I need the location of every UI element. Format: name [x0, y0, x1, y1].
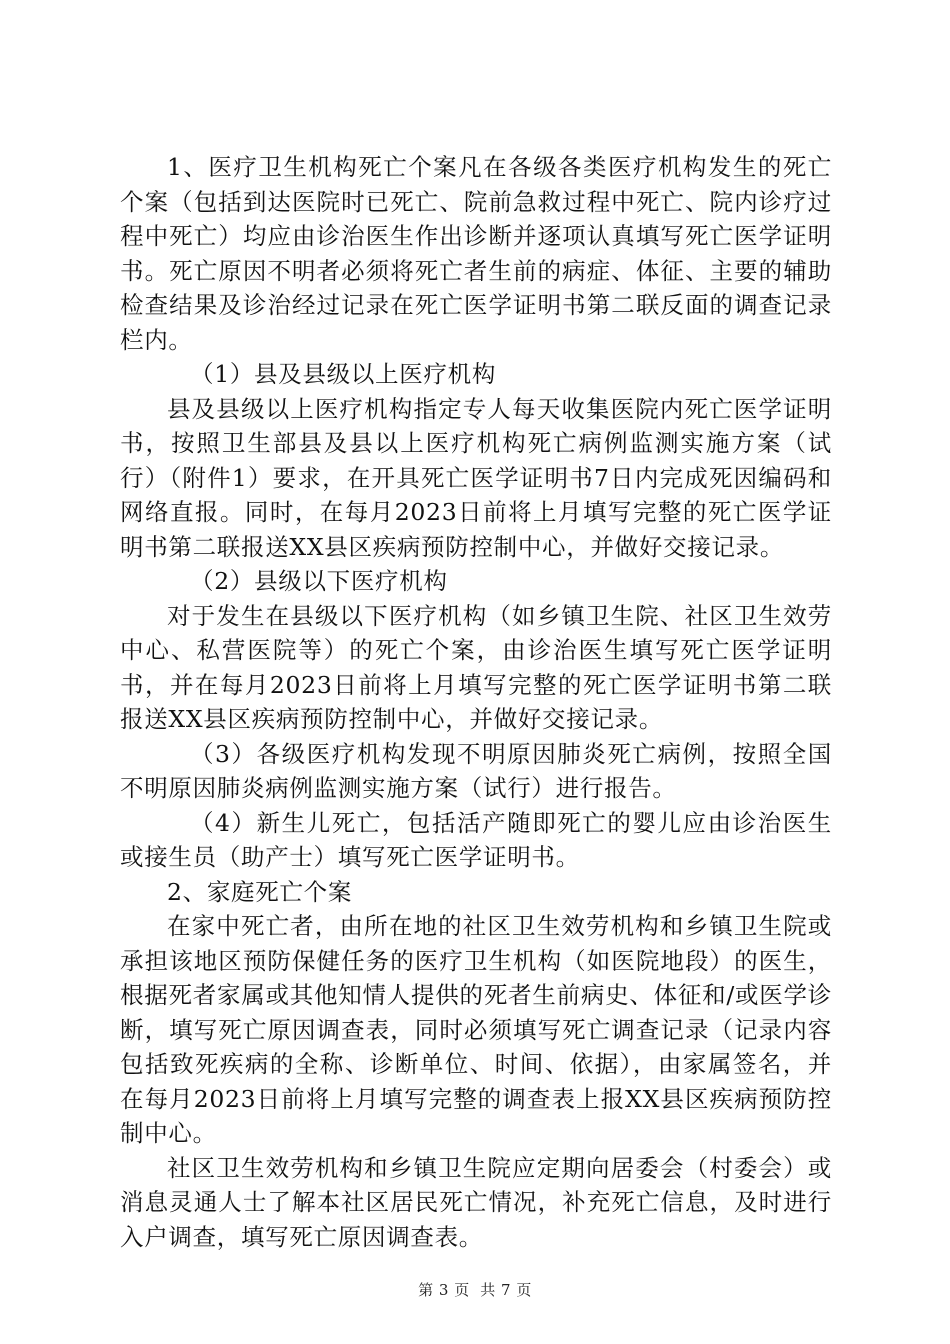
paragraph-community-followup: 社区卫生效劳机构和乡镇卫生院应定期向居委会（村委会）或消息灵通人士了解本社区居民死亡情况，补充死亡信息，及时进行入户调查，填写死亡原因调查表。: [120, 1153, 832, 1251]
paragraph-below-county-reporting: 对于发生在县级以下医疗机构（如乡镇卫生院、社区卫生效劳中心、私营医院等）的死亡个案，由诊治医生填写死亡医学证明书，并在每月2023日前将上月填写完整的死亡医学证明书第二联报送XX县区疾病预防控制中心，并做好交接记录。: [120, 601, 832, 733]
paragraph-home-death-reporting: 在家中死亡者，由所在地的社区卫生效劳机构和乡镇卫生院或承担该地区预防保健任务的医疗卫生机构（如医院地段）的医生，根据死者家属或其他知情人提供的死者生前病史、体征和/或医学诊断，填写死亡原因调查表，同时必须填写死亡调查记录（记录内容包括致死疾病的全称、诊断单位、时间、依据），由家属签名，并在每月2023日前将上月填写完整的调查表上报XX县区疾病预防控制中心。: [120, 912, 832, 1147]
paragraph-unexplained-pneumonia: （3）各级医疗机构发现不明原因肺炎死亡病例，按照全国不明原因肺炎病例监测实施方案（试行）进行报告。: [120, 739, 832, 802]
paragraph-hospital-death-cases: 1、医疗卫生机构死亡个案凡在各级各类医疗机构发生的死亡个案（包括到达医院时已死亡、院前急救过程中死亡、院内诊疗过程中死亡）均应由诊治医生作出诊断并逐项认真填写死亡医学证明书。死亡原因不明者必须将死亡者生前的病症、体征、主要的辅助检查结果及诊治经过记录在死亡医学证明书第二联反面的调查记录栏内。: [120, 153, 832, 354]
document-body: [120, 150, 832, 1254]
subheading-county-level-institutions: （1）县及县级以上医疗机构: [190, 360, 497, 388]
subheading-below-county-institutions: （2）县级以下医疗机构: [190, 567, 448, 595]
page-number-footer: 第 3 页 共 7 页: [418, 1281, 532, 1299]
paragraph-neonatal-death: （4）新生儿死亡，包括活产随即死亡的婴儿应由诊治医生或接生员（助产士）填写死亡医学证明书。: [120, 808, 832, 871]
paragraph-county-level-reporting: 县及县级以上医疗机构指定专人每天收集医院内死亡医学证明书，按照卫生部县及县以上医疗机构死亡病例监测实施方案（试行）（附件1）要求，在开具死亡医学证明书7日内完成死因编码和网络直报。同时，在每月2023日前将上月填写完整的死亡医学证明书第二联报送XX县区疾病预防控制中心，并做好交接记录。: [120, 394, 832, 561]
subheading-home-death-cases: 2、家庭死亡个案: [167, 877, 353, 906]
